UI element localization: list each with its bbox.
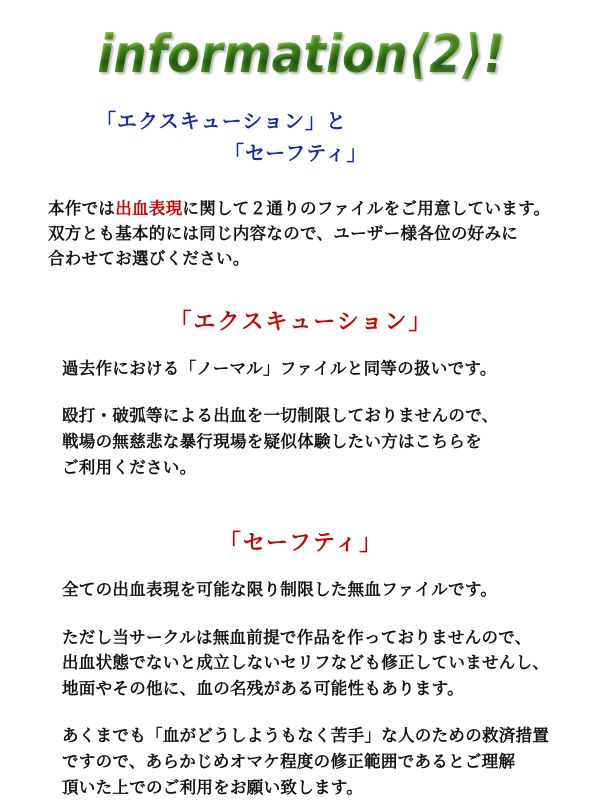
- section-2-paragraph-2-line-1: ただし当サークルは無血前提で作品を作っておりませんので、: [62, 627, 532, 647]
- subtitle-line-2: 「セーフティ」: [224, 142, 368, 165]
- section-1-heading: 「エクスキューション」: [169, 308, 433, 334]
- page-title: information⟨2⟩!: [97, 23, 505, 86]
- section-2-paragraph-2: [0, 625, 602, 702]
- section-1-paragraph-2-line-3: ご利用ください。: [62, 457, 197, 477]
- section-1-paragraph-2: [0, 403, 602, 480]
- section-1-paragraph-2-line-1: 殴打・破弧等による出血を一切制限しておりませんので、: [62, 406, 499, 426]
- intro-line-1-suffix: に関して２通りのファイルをご用意しています。: [182, 198, 551, 218]
- section-2-heading: 「セーフティ」: [218, 530, 384, 556]
- section-2-paragraph-3: [0, 723, 602, 800]
- section-2-paragraph-3-line-2: ですので、あらかじめオマケ程度の修正範囲であるとご理解: [62, 751, 516, 771]
- section-2-paragraph-3-line-1: あくまでも「血がどうしようもなく苦手」な人のための救済措置: [62, 726, 550, 746]
- intro-highlight-term: 出血表現: [115, 198, 183, 218]
- intro-line-2: 双方とも基本的には同じ内容なので、ユーザー様各位の好みに: [48, 223, 519, 243]
- intro-line-1-prefix: 本作では: [48, 198, 116, 218]
- section-2-paragraph-1: 全ての出血表現を可能な限り制限した無血ファイルです。: [62, 580, 498, 600]
- section-2-paragraph-2-line-3: 地面やその他に、血の名残がある可能性もあります。: [62, 678, 464, 698]
- intro-line-3: 合わせてお選びください。: [48, 248, 250, 268]
- section-1-paragraph-1: 過去作における「ノーマル」ファイルと同等の扱いです。: [62, 358, 497, 378]
- subtitle-line-1: 「エクスキューション」と: [96, 110, 347, 133]
- section-2-paragraph-3-line-3: 頂いた上でのご利用をお願い致します。: [62, 777, 364, 797]
- intro-paragraph: [0, 196, 602, 271]
- section-1-paragraph-2-line-2: 戦場の無慈悲な暴行現場を疑似体験したい方はこちらを: [62, 432, 482, 452]
- title-container: [0, 0, 602, 86]
- subtitle: [0, 106, 602, 170]
- intro-line-1: [48, 196, 602, 221]
- section-2-paragraph-2-line-2: 出血状態でないと成立しないセリフなども修正していませんし、: [62, 653, 550, 673]
